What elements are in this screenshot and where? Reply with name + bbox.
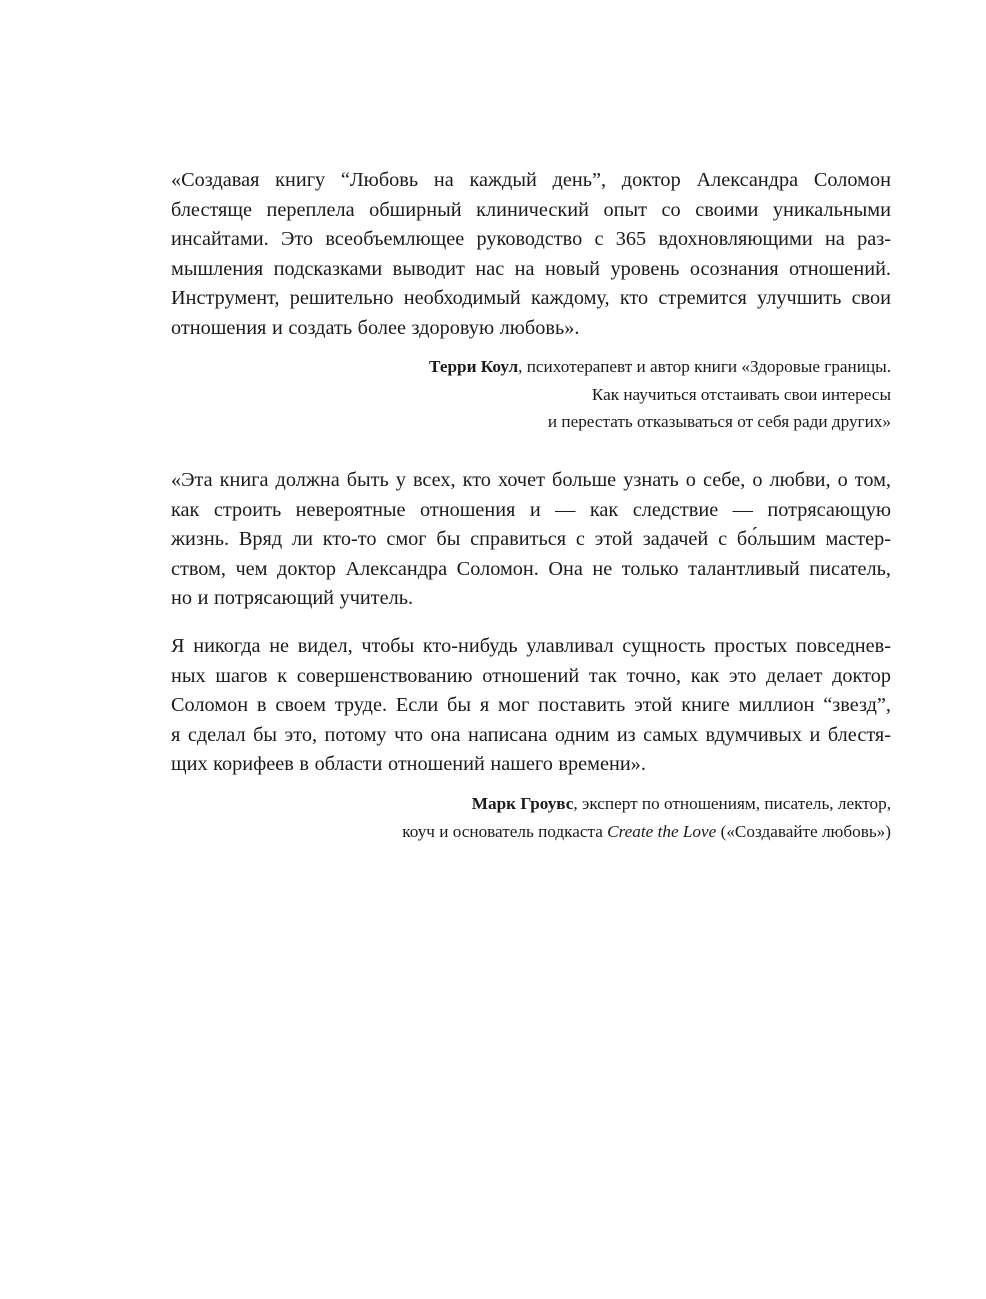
attribution-line xyxy=(171,353,891,381)
text-line: Я никогда не видел, чтобы кто-нибудь улавливал сущность простых повседнев- xyxy=(171,635,891,657)
text-line: инсайтами. Это всеобъемлющее руководство с 365 вдохновляющими на раз- xyxy=(171,228,891,251)
text-line: ством, чем доктор Александра Соломон. Она не только талантливый писатель, xyxy=(171,557,891,580)
text-line: «Эта книга должна быть у всех, кто хочет больше узнать о себе, о любви, о том, xyxy=(171,469,891,491)
author-name: Марк Гроувс xyxy=(471,794,574,813)
text-line: Инструмент, решительно необходимый каждому, кто стремится улучшить свои xyxy=(171,287,891,310)
podcast-title: Create the Love xyxy=(607,821,717,841)
text-line: мышления подсказками выводит нас на новый уровень осознания отношений. xyxy=(171,257,891,280)
attribution-line xyxy=(171,818,891,846)
text-line: щих корифеев в области отношений нашего времени». xyxy=(171,753,646,776)
quote-1-paragraph xyxy=(171,166,891,344)
text-line: жизнь. Вряд ли кто-то смог бы справиться с этой задачей с бо́льшим мастер- xyxy=(171,528,891,551)
testimonial-quote-2 xyxy=(171,466,891,614)
attribution-text: коуч и основатель подкаста xyxy=(402,821,608,841)
testimonial-attribution-2 xyxy=(171,790,891,845)
author-description: , психотерапевт и автор книги «Здоровые границы. xyxy=(518,357,891,376)
author-description: , эксперт по отношениям, писатель, лектор, xyxy=(573,794,891,813)
text-line: как строить невероятные отношения и — как следствие — потрясающую xyxy=(171,498,891,521)
author-name: Терри Коул xyxy=(429,357,519,376)
quote-2-paragraph-1 xyxy=(171,466,891,614)
attribution-text: («Создавайте любовь») xyxy=(716,821,891,841)
attribution-line: и перестать отказываться от себя ради других» xyxy=(547,412,891,431)
text-line: ных шагов к совершенствованию отношений так точно, как это делает доктор xyxy=(171,664,891,687)
testimonial-quote-2-continued xyxy=(171,632,891,780)
quote-2-paragraph-2 xyxy=(171,632,891,780)
text-line: я сделал бы это, потому что она написана одним из самых вдумчивых и блестя- xyxy=(171,723,891,746)
text-line: отношения и создать более здоровую любовь». xyxy=(171,316,580,339)
testimonial-attribution-1 xyxy=(171,353,891,436)
text-line: но и потрясающий учитель. xyxy=(171,587,414,610)
text-line: «Создавая книгу “Любовь на каждый день”, доктор Александра Соломон xyxy=(171,169,891,191)
attribution-line: Как научиться отстаивать свои интересы xyxy=(591,384,891,404)
testimonial-quote-1 xyxy=(171,166,891,344)
attribution-line xyxy=(171,790,891,818)
text-line: Соломон в своем труде. Если бы я мог поставить этой книге миллион “звезд”, xyxy=(171,694,891,717)
text-line: блестяще переплела обширный клинический опыт со своими уникальными xyxy=(171,198,891,221)
